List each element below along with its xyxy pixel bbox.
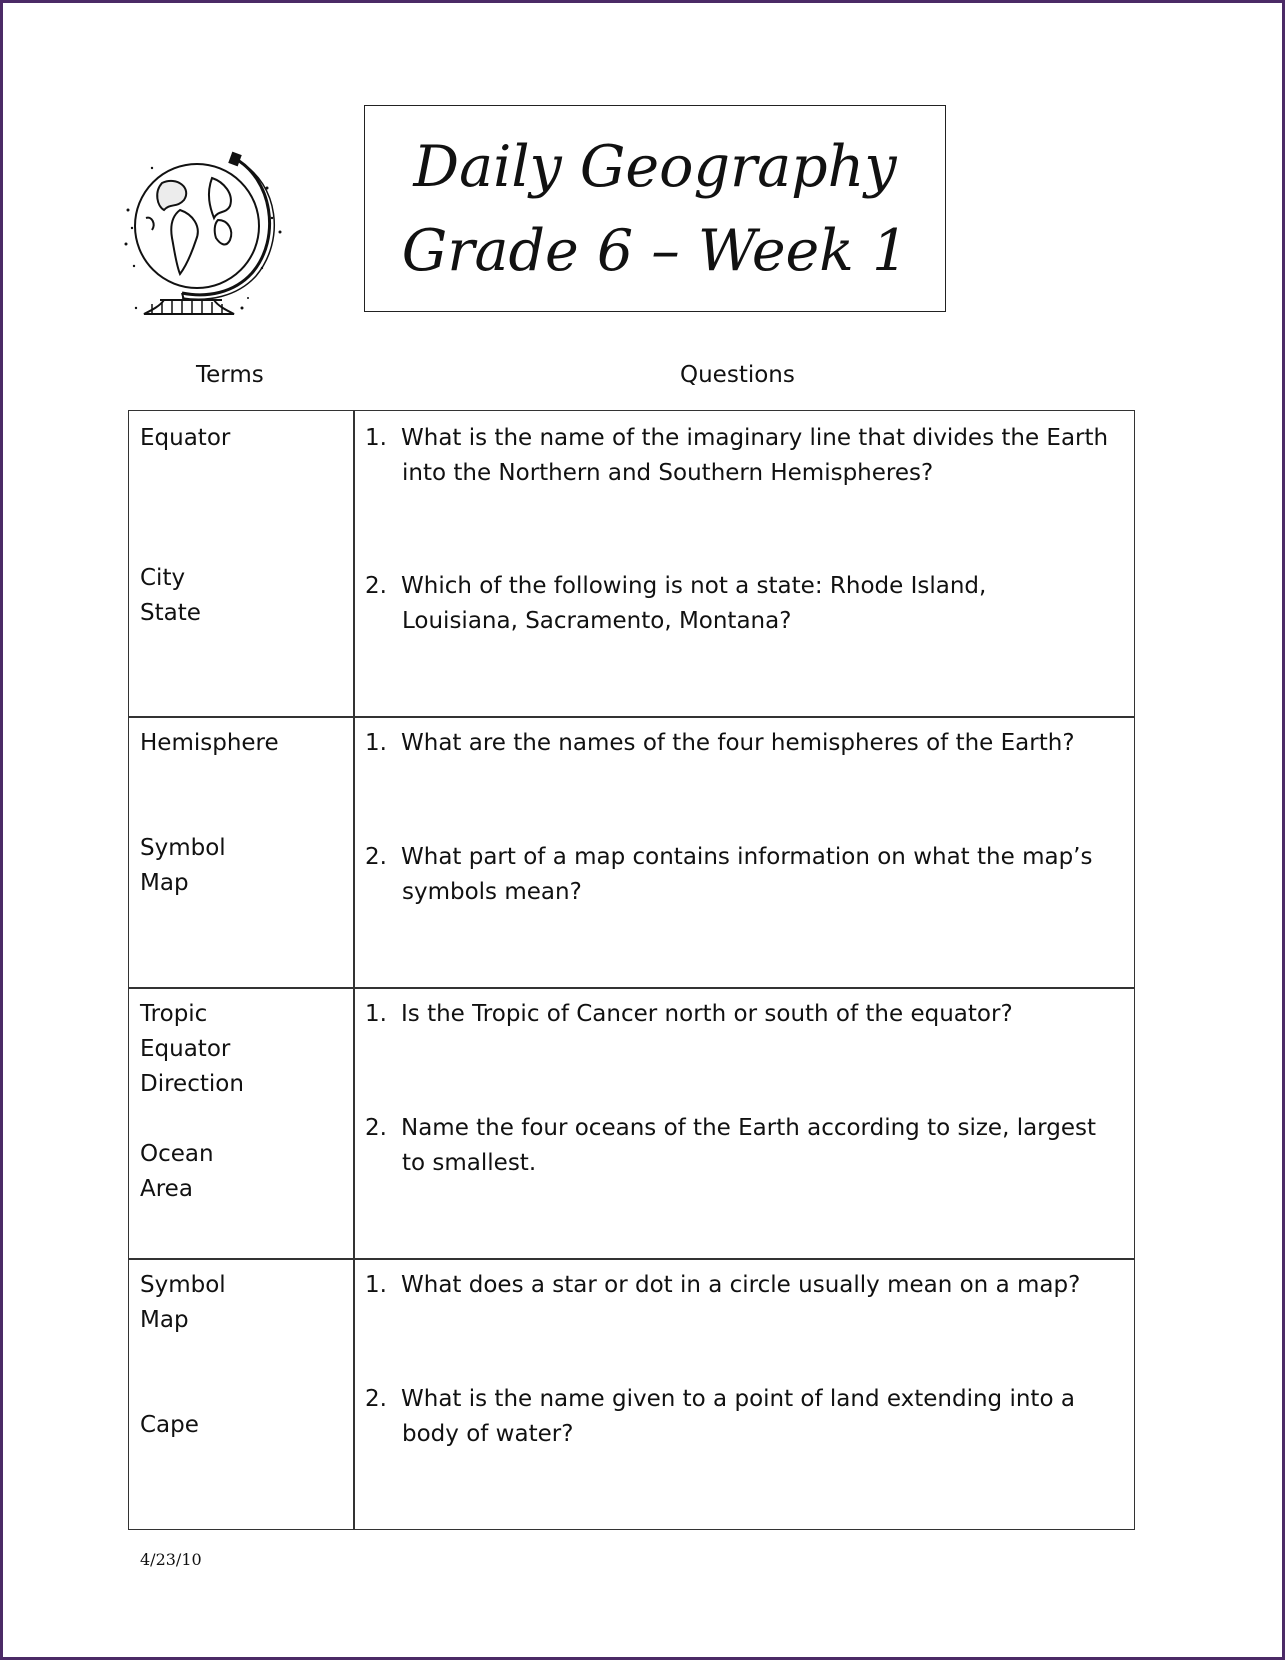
question-item [365, 840, 1092, 910]
term-cell [140, 1408, 199, 1443]
term: State [140, 600, 201, 626]
question-text: body of water? [402, 1421, 574, 1447]
question-text: What does a star or dot in a circle usually mean on a map? [401, 1272, 1081, 1298]
question-text: What part of a map contains information on what the map’s [401, 844, 1093, 870]
term-cell [140, 997, 244, 1102]
question-text: Which of the following is not a state: Rhode Island, [401, 573, 987, 599]
term-cell [140, 421, 230, 456]
question-item [365, 997, 1013, 1032]
term-cell [140, 831, 226, 901]
question-item [365, 1111, 1096, 1181]
question-number: 2. [365, 573, 387, 599]
row-divider [129, 987, 1134, 989]
term: Map [140, 1307, 189, 1333]
term: Map [140, 870, 189, 896]
globe-icon [122, 148, 290, 323]
term: Cape [140, 1412, 199, 1438]
term: Ocean [140, 1141, 214, 1167]
question-text: Louisiana, Sacramento, Montana? [402, 608, 792, 634]
question-item [365, 421, 1108, 491]
term-cell [140, 726, 279, 761]
question-text: symbols mean? [402, 879, 582, 905]
term: Symbol [140, 1272, 226, 1298]
term: Direction [140, 1071, 244, 1097]
term: Hemisphere [140, 730, 279, 756]
title-line-1: Daily Geography [413, 133, 897, 200]
question-number: 1. [365, 1001, 387, 1027]
term: Area [140, 1176, 193, 1202]
worksheet-table [128, 410, 1135, 1530]
question-number: 2. [365, 1115, 387, 1141]
question-number: 1. [365, 425, 387, 451]
term: Equator [140, 1036, 231, 1062]
question-number: 1. [365, 730, 387, 756]
row-divider [129, 1258, 1134, 1260]
term: Symbol [140, 835, 226, 861]
question-item [365, 569, 986, 639]
title-line-2: Grade 6 – Week 1 [401, 217, 909, 284]
term-cell [140, 561, 201, 631]
question-text: Name the four oceans of the Earth according to size, largest [401, 1115, 1096, 1141]
column-divider [353, 411, 355, 1529]
term-cell [140, 1268, 226, 1338]
question-item [365, 726, 1075, 761]
question-text: What are the names of the four hemispheres of the Earth? [401, 730, 1075, 756]
question-text: What is the name given to a point of land extending into a [401, 1386, 1075, 1412]
question-text: to smallest. [402, 1150, 537, 1176]
term: City [140, 565, 186, 591]
term-cell [140, 1137, 214, 1207]
question-item [365, 1268, 1080, 1303]
question-number: 1. [365, 1272, 387, 1298]
question-text: What is the name of the imaginary line that divides the Earth [401, 425, 1109, 451]
footer-date: 4/23/10 [140, 1550, 202, 1569]
question-text: Is the Tropic of Cancer north or south of the equator? [401, 1001, 1013, 1027]
term: Equator [140, 425, 231, 451]
term: Tropic [140, 1001, 208, 1027]
question-number: 2. [365, 844, 387, 870]
questions-column-header: Questions [680, 362, 795, 388]
row-divider [129, 716, 1134, 718]
question-number: 2. [365, 1386, 387, 1412]
terms-column-header: Terms [196, 362, 264, 388]
question-text: into the Northern and Southern Hemispheres? [402, 460, 934, 486]
title-box [364, 105, 946, 312]
question-item [365, 1382, 1075, 1452]
